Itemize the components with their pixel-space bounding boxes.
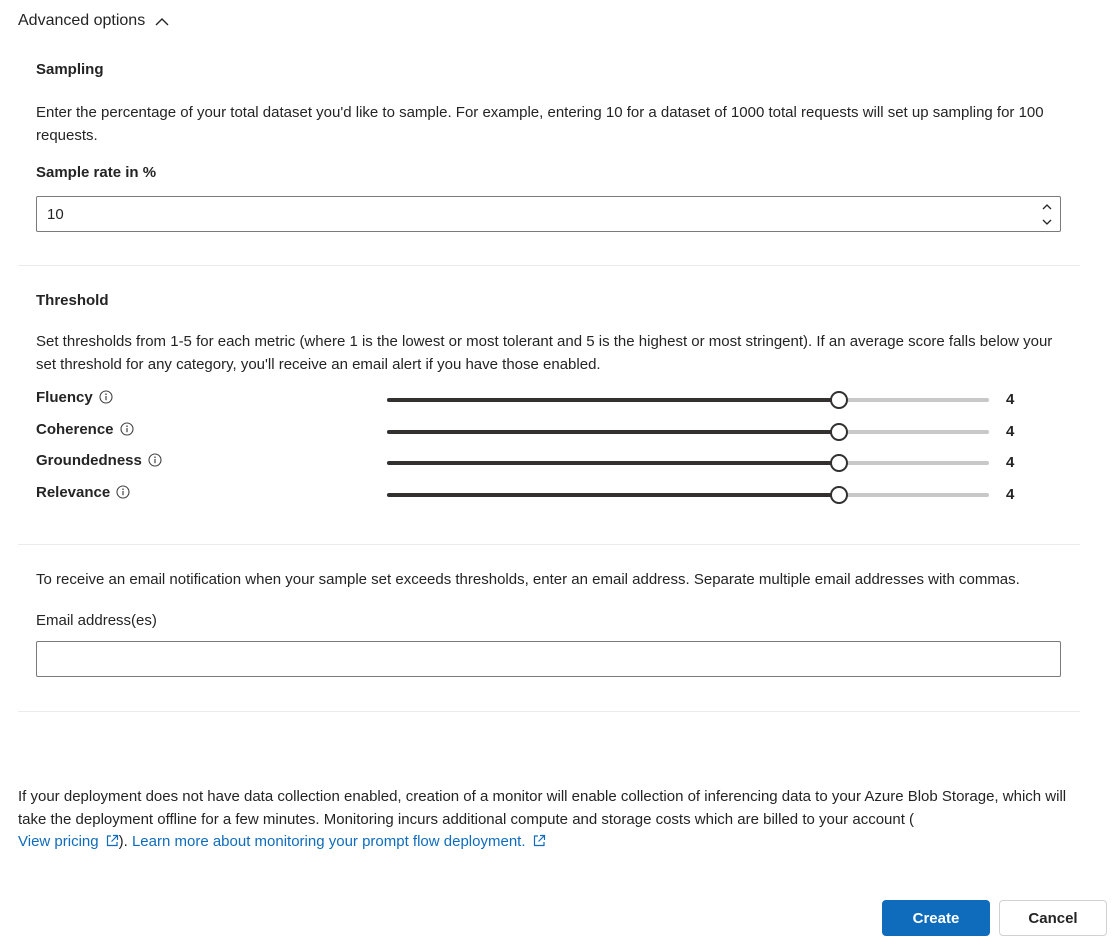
sample-rate-input[interactable] (37, 197, 1007, 231)
chevron-up-icon (1042, 204, 1052, 210)
slider-value-groundedness: 4 (1006, 454, 1015, 471)
slider-fluency[interactable] (387, 390, 989, 410)
slider-groundedness[interactable] (387, 453, 989, 473)
email-description: To receive an email notification when your sample set exceeds thresholds, enter an email address. Separate multiple email addresses with commas. (36, 571, 1020, 588)
metric-label-groundedness (36, 449, 162, 471)
info-icon[interactable] (116, 485, 130, 499)
metric-label-fluency (36, 386, 113, 408)
external-link-icon (532, 834, 546, 848)
advanced-options-label: Advanced options (18, 12, 146, 29)
sampling-title: Sampling (36, 61, 104, 78)
slider-coherence[interactable] (387, 422, 989, 442)
metric-name: Fluency (36, 388, 93, 406)
metric-name: Relevance (36, 483, 111, 501)
view-pricing-link[interactable] (18, 833, 119, 850)
threshold-title: Threshold (36, 292, 109, 309)
slider-value-relevance: 4 (1006, 486, 1015, 503)
metric-label-relevance (36, 481, 130, 503)
sample-rate-field (36, 196, 1061, 232)
chevron-up-icon (155, 17, 169, 26)
slider-value-fluency: 4 (1006, 391, 1015, 408)
metric-label-coherence (36, 418, 134, 440)
footer-note-text: If your deployment does not have data collection enabled, creation of a monitor will enable collection of inferencing data to your Azure Blob Storage, which will take the deployment offline for a few minutes. Monitoring incurs additional compute and storage costs which are billed to your account ( (18, 788, 1067, 828)
learn-more-link[interactable] (132, 833, 546, 850)
decrement-button[interactable] (1040, 214, 1054, 229)
metric-name: Coherence (36, 420, 114, 438)
chevron-down-icon (1042, 219, 1052, 225)
slider-thumb[interactable] (830, 454, 848, 472)
section-divider (18, 544, 1080, 545)
email-label: Email address(es) (36, 612, 157, 629)
slider-fill (387, 493, 839, 497)
slider-fill (387, 461, 839, 465)
slider-fill (387, 398, 839, 402)
slider-value-coherence: 4 (1006, 423, 1015, 440)
increment-button[interactable] (1040, 199, 1054, 214)
threshold-description: Set thresholds from 1-5 for each metric (where 1 is the lowest or most tolerant and 5 is the highest or most stringent). If an average score falls below your set threshold for any category, you'll receive an email alert if you have those enabled. (36, 333, 1053, 373)
slider-thumb[interactable] (830, 423, 848, 441)
create-button[interactable]: Create (882, 900, 990, 936)
learn-more-label: Learn more about monitoring your prompt flow deployment. (131, 833, 526, 850)
info-icon[interactable] (99, 390, 113, 404)
slider-thumb[interactable] (830, 391, 848, 409)
view-pricing-label: View pricing (18, 833, 99, 850)
slider-thumb[interactable] (830, 486, 848, 504)
footer-note (18, 786, 1068, 854)
info-icon[interactable] (120, 422, 134, 436)
slider-fill (387, 430, 839, 434)
section-divider (18, 265, 1080, 266)
sample-rate-label: Sample rate in % (36, 164, 157, 181)
external-link-icon (105, 834, 119, 848)
metric-name: Groundedness (36, 451, 142, 469)
advanced-options-toggle[interactable] (18, 9, 169, 33)
info-icon[interactable] (148, 453, 162, 467)
slider-relevance[interactable] (387, 485, 989, 505)
cancel-button[interactable]: Cancel (999, 900, 1107, 936)
footer-separator: ). (118, 833, 128, 850)
sample-rate-stepper (1040, 199, 1054, 229)
email-input[interactable] (37, 642, 1060, 676)
section-divider (18, 711, 1080, 712)
sampling-description: Enter the percentage of your total dataset you'd like to sample. For example, entering 10 for a dataset of 1000 total requests will set up sampling for 100 requests. (36, 104, 1044, 144)
email-field (36, 641, 1061, 677)
